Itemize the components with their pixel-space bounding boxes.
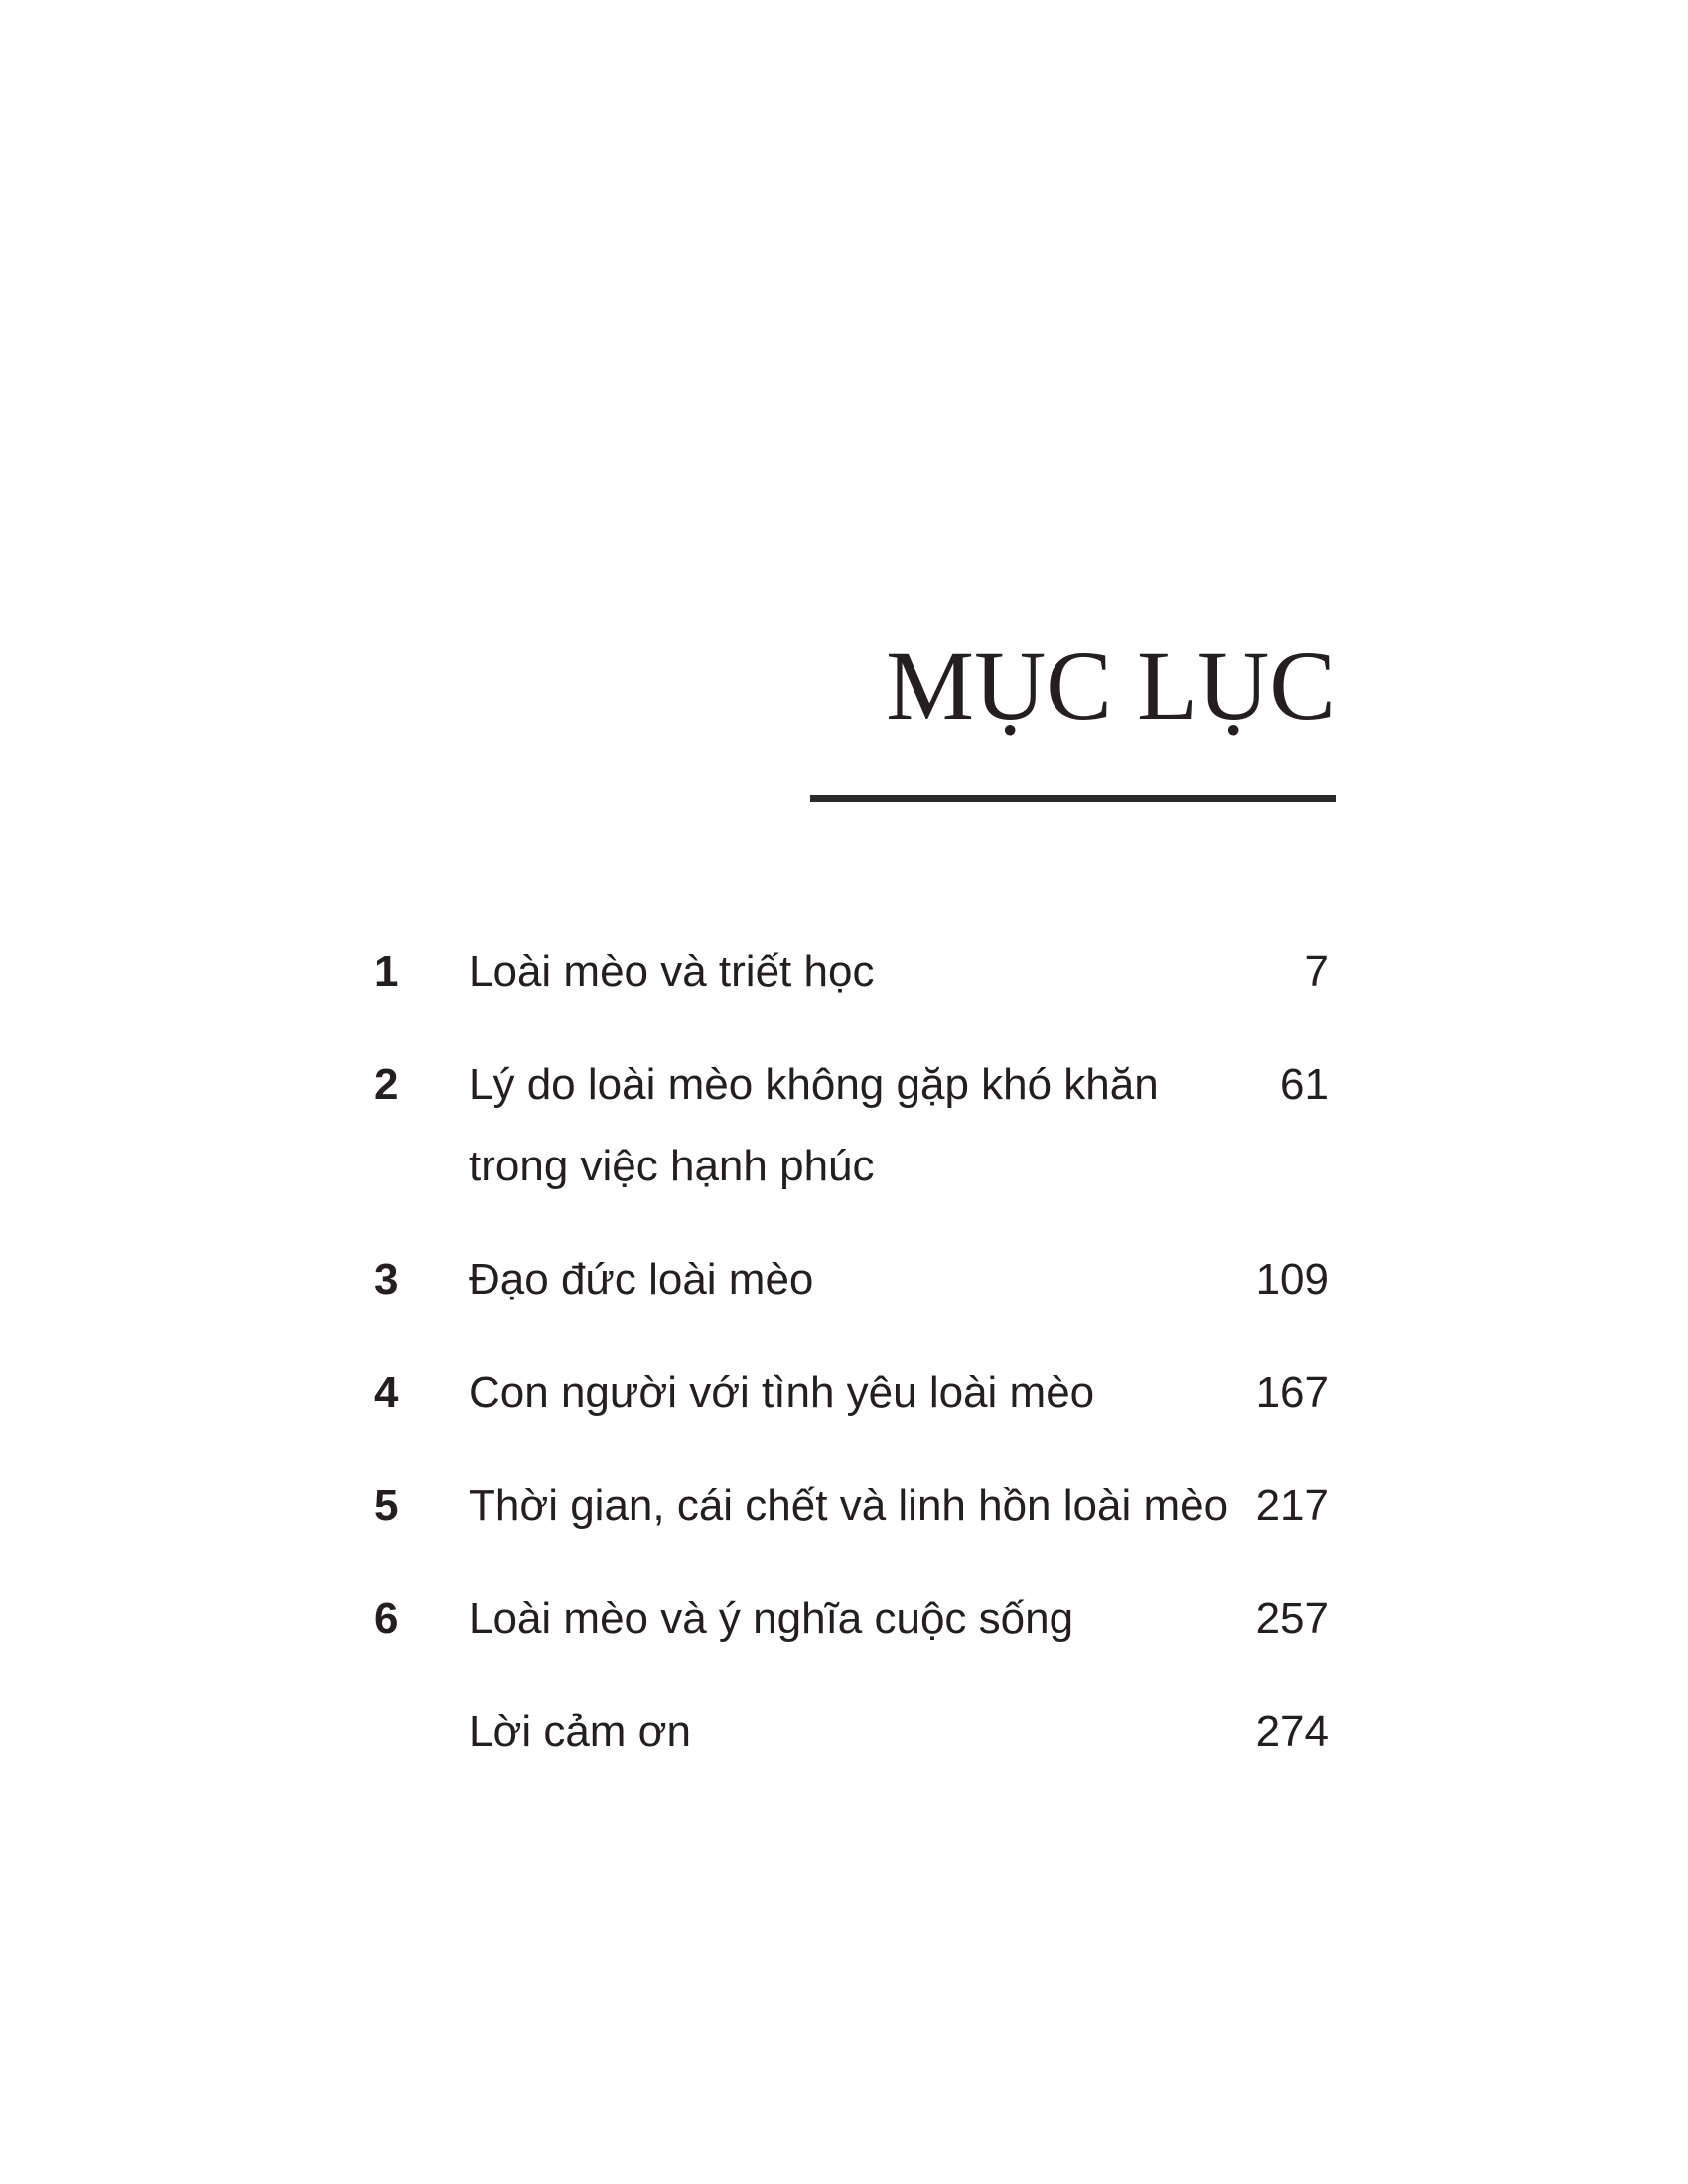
title-block: [810, 630, 1336, 802]
toc-entry: [374, 1692, 1329, 1773]
title-underline-rule: [810, 795, 1336, 802]
toc-entry-number: 6: [374, 1594, 399, 1643]
toc-entry-page: 217: [1255, 1481, 1329, 1530]
toc-entry-number: 2: [374, 1060, 399, 1109]
toc-entry-title: Loài mèo và ý nghĩa cuộc sống: [469, 1594, 1074, 1643]
toc-entry-page: 167: [1255, 1368, 1329, 1417]
toc-entry: [374, 1239, 1329, 1320]
toc-entry-title: Loài mèo và triết học: [469, 947, 875, 996]
toc-entry-page: 109: [1255, 1255, 1329, 1303]
toc-entry: [374, 1578, 1329, 1660]
toc-entry: [374, 931, 1329, 1013]
toc-entry: [374, 1465, 1329, 1547]
toc-list: [374, 931, 1329, 1805]
toc-entry-page: 274: [1255, 1707, 1329, 1756]
toc-entry-number: 1: [374, 947, 399, 996]
toc-entry-number: 3: [374, 1255, 399, 1303]
toc-entry-title: Thời gian, cái chết và linh hồn loài mèo: [469, 1481, 1229, 1530]
toc-entry-number: 4: [374, 1368, 399, 1417]
toc-entry-title: Lý do loài mèo không gặp khó khăn trong việc hạnh phúc: [469, 1060, 1159, 1190]
page-title: MỤC LỤC: [886, 630, 1336, 741]
toc-entry-page: 257: [1255, 1594, 1329, 1643]
toc-entry-number: 5: [374, 1481, 399, 1530]
toc-entry-title: Lời cảm ơn: [469, 1707, 691, 1756]
toc-entry-title: Đạo đức loài mèo: [469, 1255, 814, 1303]
toc-entry-title: Con người với tình yêu loài mèo: [469, 1368, 1095, 1417]
toc-entry: [374, 1044, 1329, 1207]
toc-entry-page: 61: [1280, 1060, 1329, 1109]
toc-entry: [374, 1352, 1329, 1433]
toc-entry-page: 7: [1304, 947, 1329, 996]
